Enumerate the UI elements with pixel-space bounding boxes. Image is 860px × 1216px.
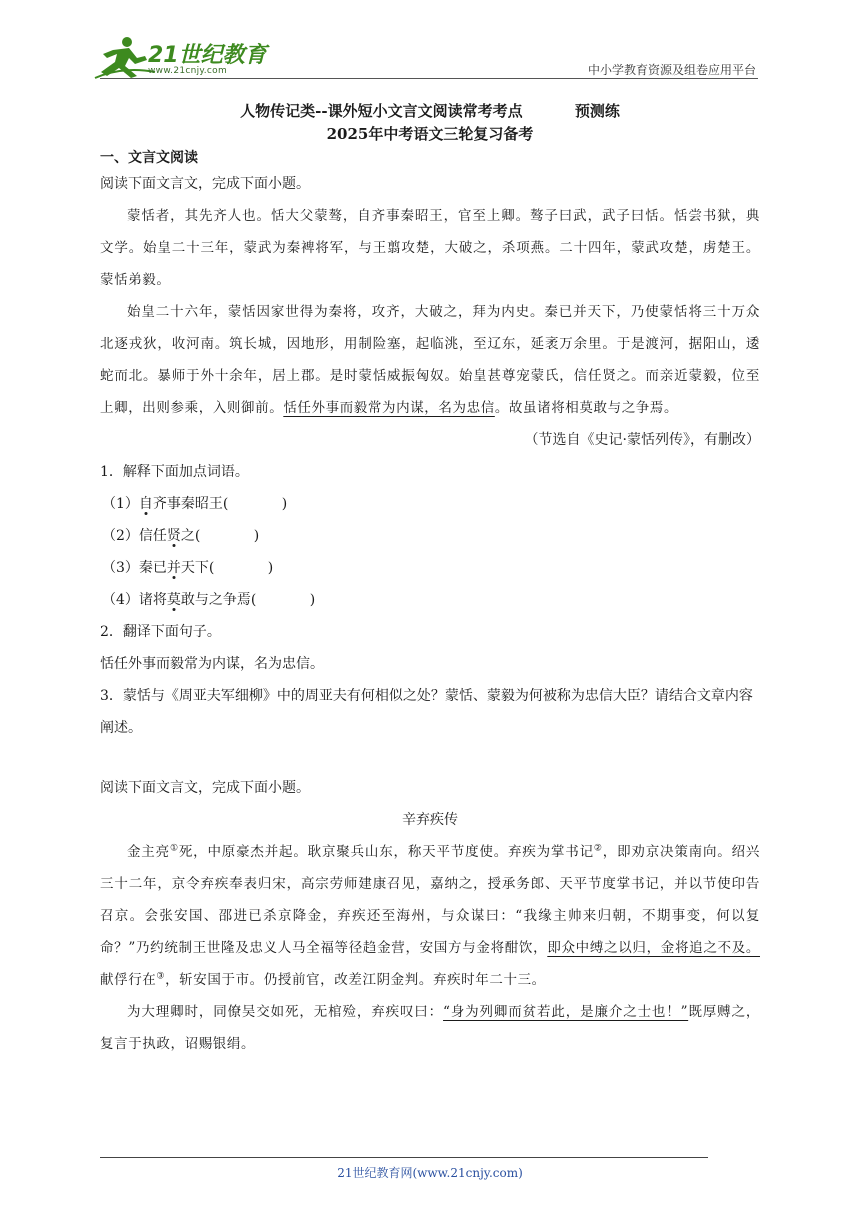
dotted-word: 并 <box>166 560 181 576</box>
section-heading: 一、文言文阅读 <box>100 150 198 166</box>
dotted-word: 自 <box>138 496 153 512</box>
passage-paragraph: 蒙恬者，其先齐人也。恬大父蒙骜，自齐事秦昭王，官至上卿。骜子曰武，武子曰恬。恬尝书狱，典文学。始皇二十三年，蒙武为秦裨将军，与王翦攻楚，大破之，杀项燕。二十四年，蒙武攻楚，虏楚王。蒙恬弟毅。 <box>100 208 760 288</box>
underlined-sentence: “身为列卿而贫若此，是廉介之士也！” <box>443 1004 689 1020</box>
footnote-mark: ③ <box>156 971 166 982</box>
doc-title-main: 人物传记类--课外短小文言文阅读常考考点 <box>240 102 523 120</box>
doc-title-line1 <box>0 100 860 121</box>
question-3: 3．蒙恬与《周亚夫军细柳》中的周亚夫有何相似之处？蒙恬、蒙毅为何被称为忠信大臣？请结合文章内容阐述。 <box>100 688 753 736</box>
dotted-word: 贤 <box>166 528 181 544</box>
answer-blank[interactable] <box>200 528 253 544</box>
doc-title-tag: 预测练 <box>574 102 620 120</box>
page-header <box>0 0 860 82</box>
footnote-mark: ① <box>169 843 179 854</box>
question-1-item: （1）自齐事秦昭王( ) <box>102 496 288 512</box>
section-gap <box>100 744 760 772</box>
question-1-item: （4）诸将莫敢与之争焉( ) <box>102 592 316 608</box>
question-1: 1．解释下面加点词语。 <box>100 464 249 480</box>
footer-link[interactable]: 21世纪教育网(www.21cnjy.com) <box>337 1166 523 1180</box>
document-body <box>100 146 760 1060</box>
reading-instruction: 阅读下面文言文，完成下面小题。 <box>100 176 310 192</box>
answer-blank[interactable] <box>256 592 309 608</box>
passage-title: 辛弃疾传 <box>402 812 458 828</box>
passage-paragraph <box>100 296 760 424</box>
answer-blank[interactable] <box>228 496 281 512</box>
passage-text: 。故虽诸将相莫敢与之争焉。 <box>494 400 679 416</box>
footnote-mark: ② <box>593 843 603 854</box>
underlined-sentence: 恬任外事而毅常为内谋，名为忠信 <box>283 400 495 416</box>
header-divider <box>100 78 758 79</box>
passage-source: （节选自《史记·蒙恬列传》，有删改） <box>524 432 760 448</box>
doc-title-line2: 2025年中考语文三轮复习备考 <box>326 125 534 143</box>
footer-divider <box>100 1157 708 1158</box>
logo-wordmark: 21世纪教育 <box>148 43 267 68</box>
passage-text: 始皇二十六年，蒙恬因家世得为秦将，攻齐，大破之，拜为内史。秦已并天下，乃使蒙恬将三十万众北逐戎狄，收河南。筑长城，因地形，用制险塞，起临洮，至辽东，延袤万余里。于是渡河，据阳山，逶蛇而北。暴师于外十余年，居上郡。是时蒙恬威振匈奴。始皇甚尊宠蒙氏，信任贤之。而亲近蒙毅，位至上卿，出则参乘，入则御前。 <box>100 304 760 416</box>
question-1-item: （3）秦已并天下( ) <box>102 560 274 576</box>
question-2: 2．翻译下面句子。 <box>100 624 221 640</box>
question-2-sentence: 恬任外事而毅常为内谋，名为忠信。 <box>100 656 324 672</box>
passage-paragraph: 金主亮①死，中原豪杰并起。耿京聚兵山东，称天平节度使。弃疾为掌书记②，即劝京决策南向。绍兴三十二年，京令弃疾奉表归宋，高宗劳师建康召见，嘉纳之，授承务郎、天平节度掌书记，并以节使印告召京。会张安国、邵进已杀京降金，弃疾还至海州，与众谋曰：“我缘主帅来归朝，不期事变，何以复命？”乃约统制王世隆及忠义人马全福等径趋金营，安国方与金将酣饮，即众中缚之以归，金将追之不及。献俘行在③，斩安国于市。仍授前官，改差江阴金判。弃疾时年二十三。 <box>100 843 760 988</box>
platform-name: 中小学教育资源及组卷应用平台 <box>587 63 756 77</box>
reading-instruction: 阅读下面文言文，完成下面小题。 <box>100 780 310 796</box>
question-1-item: （2）信任贤之( ) <box>102 528 260 544</box>
logo-url: www.21cnjy.com <box>148 66 228 76</box>
answer-blank[interactable] <box>214 560 267 576</box>
underlined-sentence: 即众中缚之以归，金将追之不及。 <box>547 940 760 956</box>
passage-paragraph: 为大理卿时，同僚吴交如死，无棺殓，弃疾叹曰：“身为列卿而贫若此，是廉介之士也！”既厚赙之，复言于执政，诏赐银绢。 <box>100 1004 760 1052</box>
dotted-word: 莫 <box>166 592 181 608</box>
